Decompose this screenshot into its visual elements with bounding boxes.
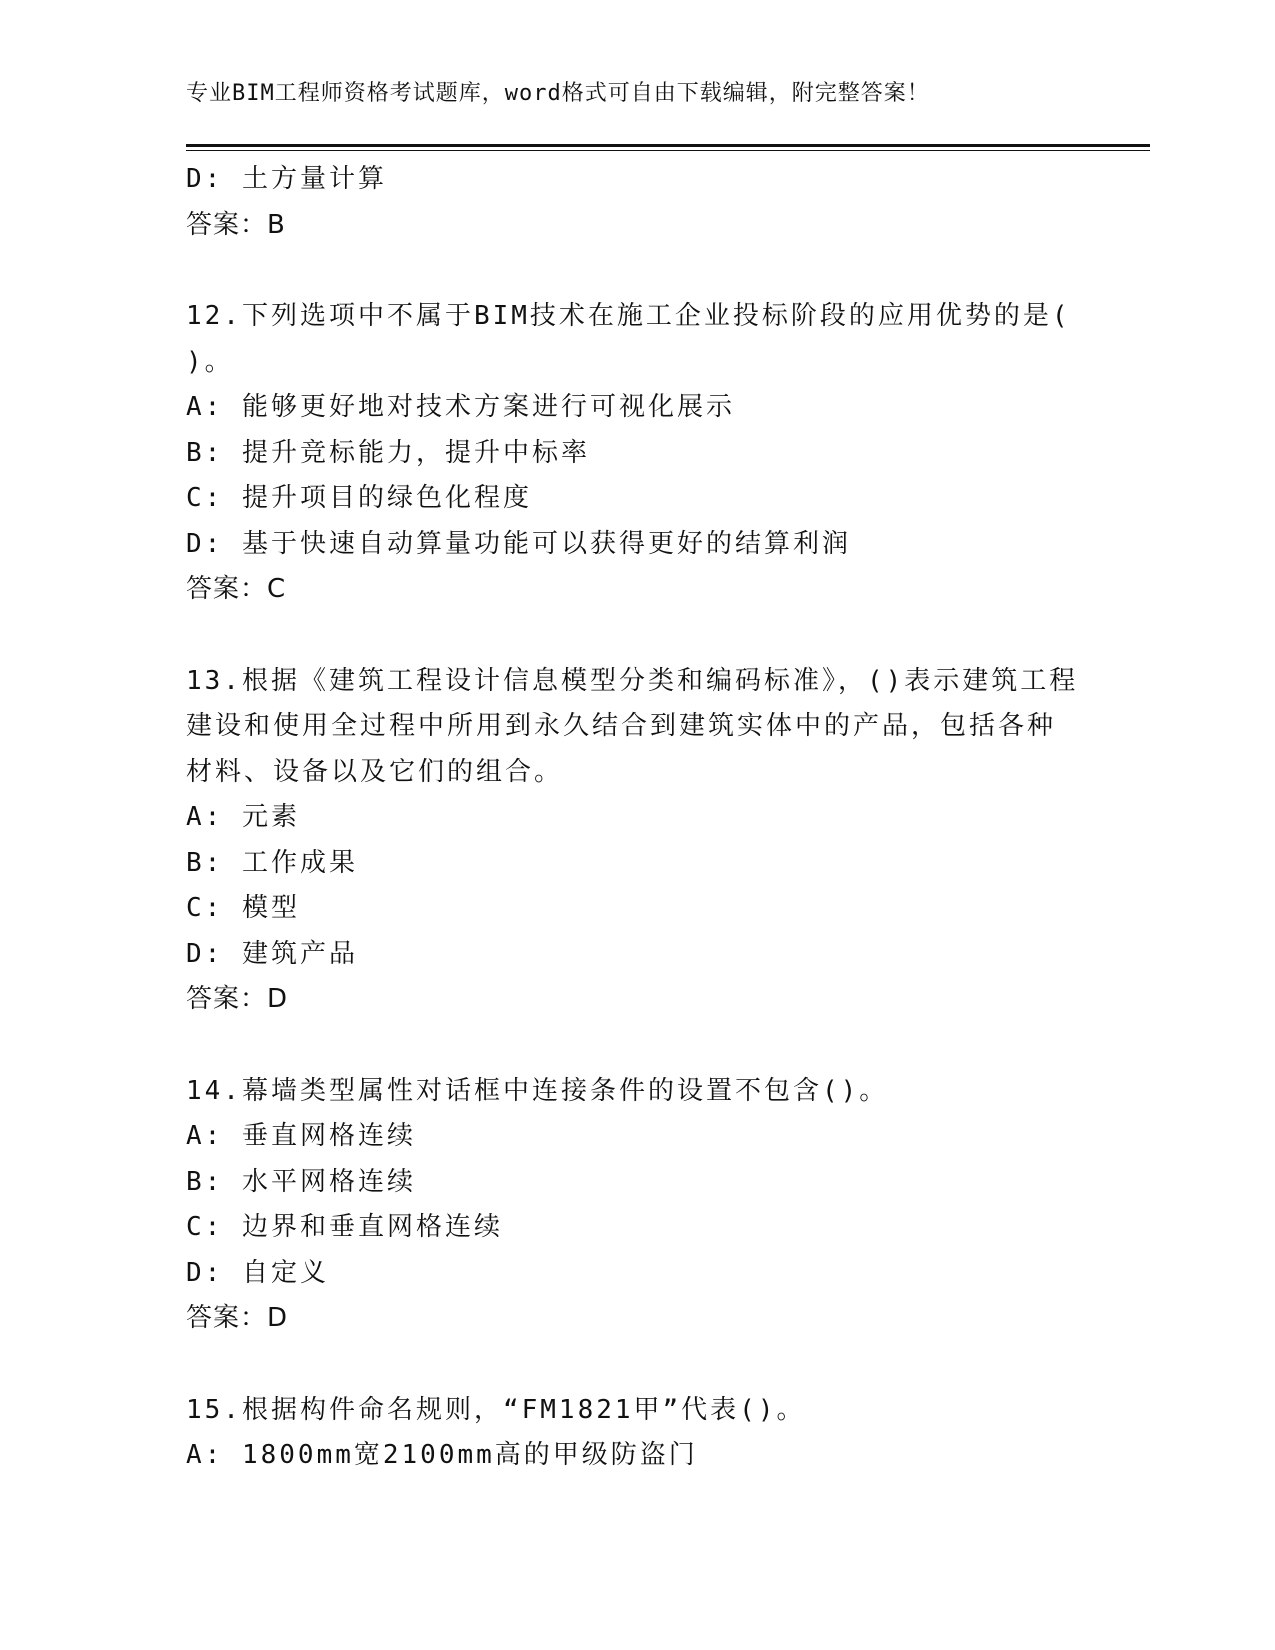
option-b: B: 提升竞标能力，提升中标率 — [186, 437, 590, 468]
question-14 — [186, 1069, 1086, 1342]
question-stem-line: 12.下列选项中不属于BIM技术在施工企业投标阶段的应用优势的是( — [186, 301, 1071, 331]
option-d: D: 基于快速自动算量功能可以获得更好的结算利润 — [186, 528, 851, 559]
page-header: 专业BIM工程师资格考试题库，word格式可自由下载编辑，附完整答案！ — [186, 81, 930, 106]
option-c: C: 模型 — [186, 893, 300, 923]
option-b: B: 工作成果 — [186, 847, 358, 878]
previous-question-tail — [186, 157, 1086, 248]
option-d: D: 建筑产品 — [186, 938, 358, 969]
option-b: B: 水平网格连续 — [186, 1166, 416, 1197]
option-d: D: 自定义 — [186, 1257, 329, 1288]
option-d: D: 土方量计算 — [186, 164, 387, 194]
question-stem-line: 材料、设备以及它们的组合。 — [186, 756, 564, 787]
question-stem-line: 13.根据《建筑工程设计信息模型分类和编码标准》，()表示建筑工程 — [186, 665, 1079, 696]
answer-line: 答案：D — [186, 1303, 289, 1333]
option-a: A: 元素 — [186, 802, 300, 832]
question-15 — [186, 1388, 1086, 1479]
answer-line: 答案：C — [186, 574, 287, 604]
question-stem-line: )。 — [186, 346, 234, 377]
question-content — [186, 157, 1086, 1479]
answer-line: 答案：D — [186, 984, 289, 1014]
question-12 — [186, 294, 1086, 613]
question-stem-line: 15.根据构件命名规则，“FM1821甲”代表()。 — [186, 1394, 806, 1425]
question-13 — [186, 659, 1086, 1023]
option-c: C: 提升项目的绿色化程度 — [186, 483, 532, 513]
option-a: A: 垂直网格连续 — [186, 1121, 416, 1151]
header-rule-thick — [186, 144, 1150, 147]
option-a: A: 1800mm宽2100mm高的甲级防盗门 — [186, 1440, 698, 1470]
option-a: A: 能够更好地对技术方案进行可视化展示 — [186, 392, 735, 422]
question-stem-line: 建设和使用全过程中所用到永久结合到建筑实体中的产品，包括各种 — [186, 711, 1057, 741]
header-rule-thin — [186, 150, 1150, 151]
answer-line: 答案：B — [186, 209, 286, 240]
question-stem-line: 14.幕墙类型属性对话框中连接条件的设置不包含()。 — [186, 1075, 889, 1106]
option-c: C: 边界和垂直网格连续 — [186, 1212, 503, 1242]
